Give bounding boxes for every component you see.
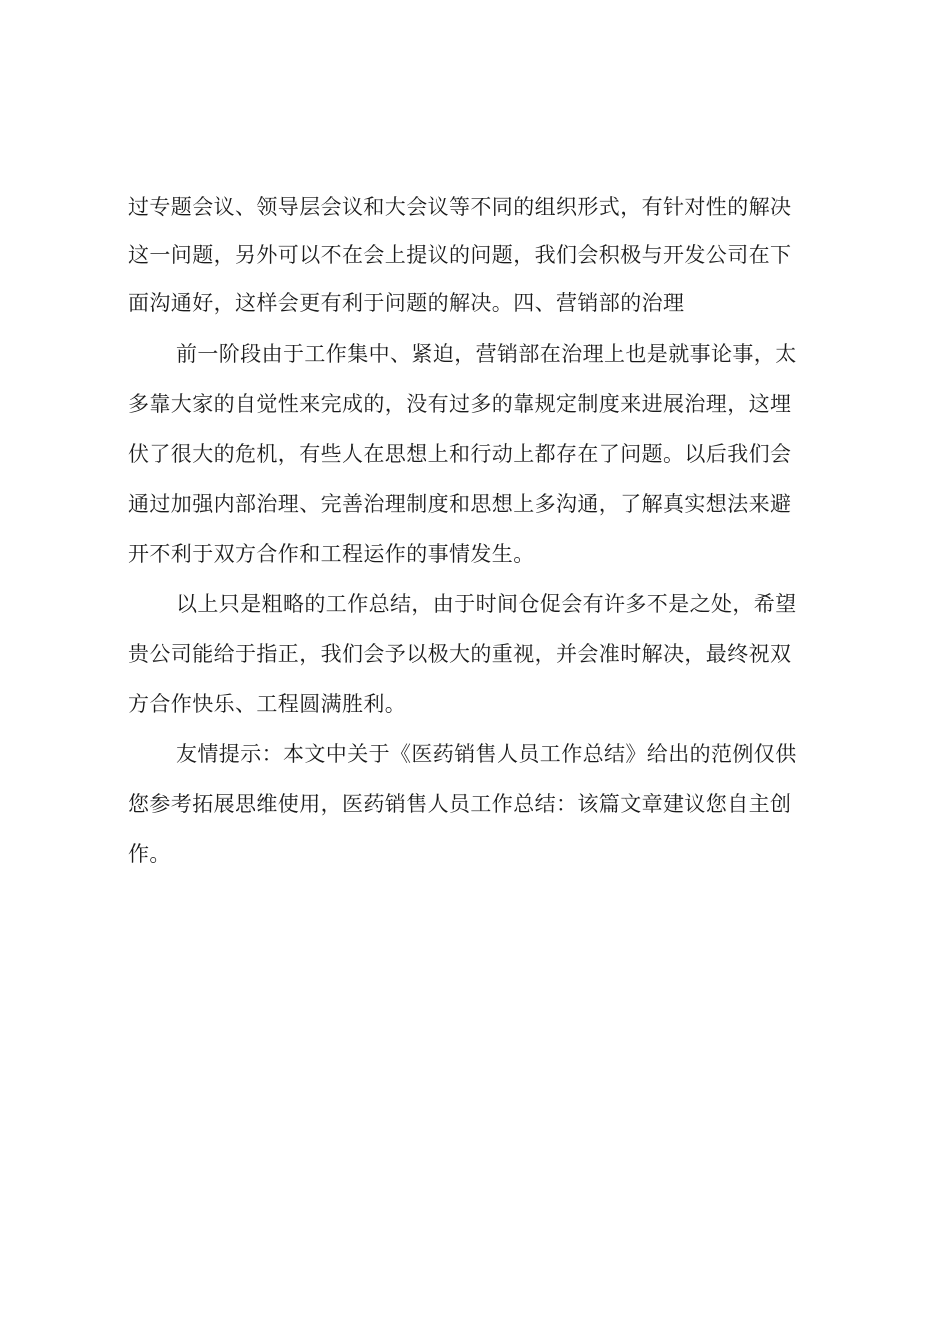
text-line: 开不利于双方合作和工程运作的事情发生。 <box>128 542 535 566</box>
text-line: 过专题会议、领导层会议和大会议等不同的组织形式，有针对性的解决 <box>128 195 792 219</box>
text-line: 作。 <box>128 842 171 866</box>
text-line: 通过加强内部治理、完善治理制度和思想上多沟通，了解真实想法来避 <box>128 492 792 516</box>
text-line: 您参考拓展思维使用，医药销售人员工作总结：该篇文章建议您自主创 <box>128 792 792 816</box>
text-line: 前一阶段由于工作集中、紧迫，营销部在治理上也是就事论事，太 <box>176 342 797 366</box>
text-line: 贵公司能给于指正，我们会予以极大的重视，并会准时解决，最终祝双 <box>128 642 792 666</box>
text-line: 这一问题，另外可以不在会上提议的问题，我们会积极与开发公司在下 <box>128 243 792 267</box>
text-line: 多靠大家的自觉性来完成的，没有过多的靠规定制度来进展治理，这埋 <box>128 392 792 416</box>
text-line: 友情提示：本文中关于《医药销售人员工作总结》给出的范例仅供 <box>176 742 797 766</box>
text-line: 方合作快乐、工程圆满胜利。 <box>128 692 407 716</box>
text-line: 以上只是粗略的工作总结，由于时间仓促会有许多不是之处，希望 <box>176 592 797 616</box>
text-line: 伏了很大的危机，有些人在思想上和行动上都存在了问题。以后我们会 <box>128 442 792 466</box>
text-line: 面沟通好，这样会更有利于问题的解决。四、营销部的治理 <box>128 291 685 315</box>
